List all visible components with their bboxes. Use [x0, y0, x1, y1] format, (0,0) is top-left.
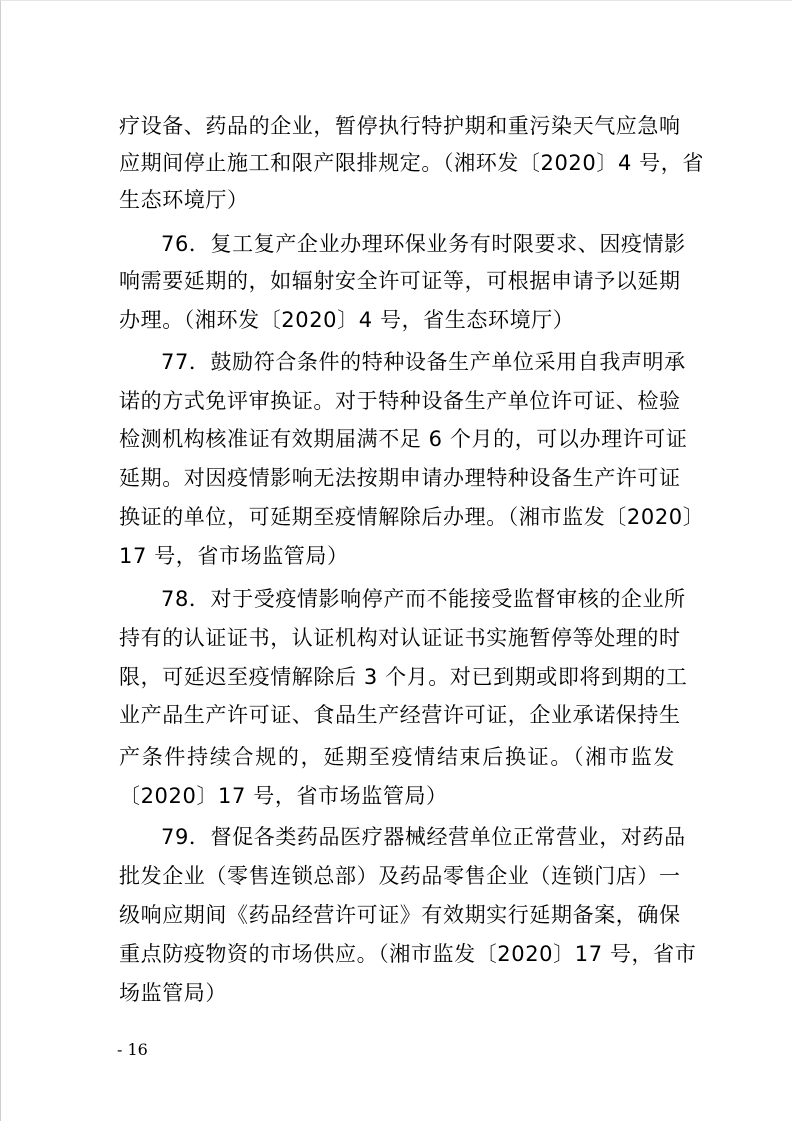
paragraph-78-line-6: 〔2020〕17 号，省市场监管局） [119, 784, 448, 808]
paragraph-79-line-3: 级响应期间《药品经营许可证》有效期实行延期备案，确保 [119, 903, 681, 927]
paragraph-76-line-1: 76．复工复产企业办理环保业务有时限要求、因疫情影 [161, 232, 686, 256]
paragraph-78-line-5: 产条件持续合规的，延期至疫情结束后换证。（湘市监发 [119, 745, 675, 769]
paragraph-77-line-3: 检测机构核准证有效期届满不足 6 个月的，可以办理许可证 [119, 427, 688, 451]
paragraph-77-line-6: 17 号，省市场监管局） [119, 544, 349, 568]
paragraph-79-line-4: 重点防疫物资的市场供应。（湘市监发〔2020〕17 号，省市 [119, 942, 697, 966]
paragraph-76-line-3: 办理。（湘环发〔2020〕4 号，省生态环境厅） [119, 308, 575, 332]
paragraph-77-line-1: 77．鼓励符合条件的特种设备生产单位采用自我声明承 [161, 350, 686, 374]
paragraph-76-line-2: 响需要延期的，如辐射安全许可证等，可根据申请予以延期 [119, 269, 681, 293]
paragraph-77-line-4: 延期。对因疫情影响无法按期申请办理特种设备生产许可证 [119, 466, 681, 490]
paragraph-77-line-2: 诺的方式免评审换证。对于特种设备生产单位许可证、检验 [119, 389, 681, 413]
text-line-2: 应期间停止施工和限产限排规定。（湘环发〔2020〕4 号，省 [119, 151, 704, 175]
text-line-1: 疗设备、药品的企业，暂停执行特护期和重污染天气应急响 [119, 114, 681, 138]
paragraph-77-line-5: 换证的单位，可延期至疫情解除后办理。（湘市监发〔2020〕 [119, 505, 705, 529]
paragraph-79-line-1: 79．督促各类药品医疗器械经营单位正常营业，对药品 [161, 825, 686, 849]
text-line-3: 生态环境厅） [119, 188, 249, 212]
paragraph-78-line-4: 业产品生产许可证、食品生产经营许可证，企业承诺保持生 [119, 703, 681, 727]
paragraph-78-line-2: 持有的认证证书，认证机构对认证证书实施暂停等处理的时 [119, 626, 681, 650]
paragraph-78-line-3: 限，可延迟至疫情解除后 3 个月。对已到期或即将到期的工 [119, 665, 688, 689]
paragraph-78-line-1: 78．对于受疫情影响停产而不能接受监督审核的企业所 [161, 587, 686, 611]
page-number: - 16 [117, 1040, 148, 1059]
paragraph-79-line-2: 批发企业（零售连锁总部）及药品零售企业（连锁门店）一 [119, 864, 681, 888]
paragraph-79-line-5: 场监管局） [119, 981, 227, 1005]
